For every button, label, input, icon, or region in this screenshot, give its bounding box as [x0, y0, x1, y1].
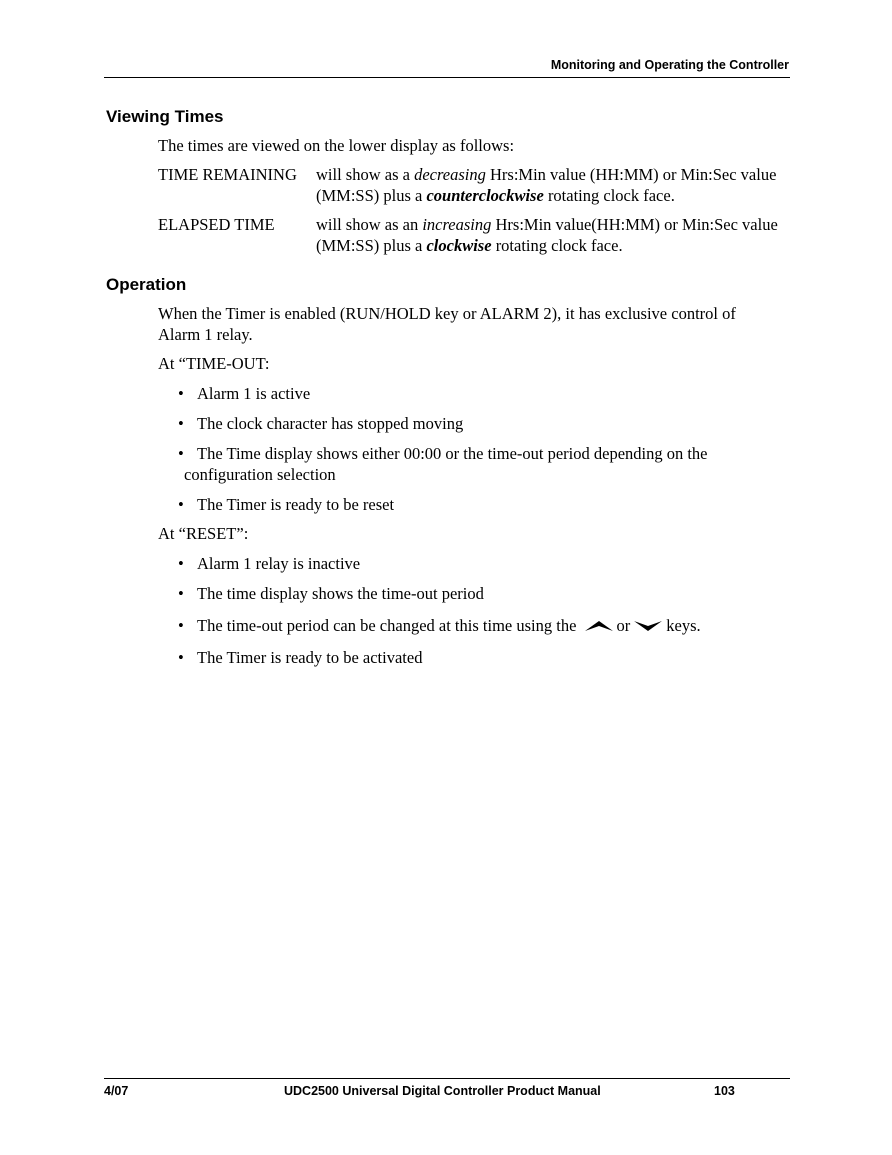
reset-label: At “RESET”:: [158, 524, 249, 543]
list-item: • Alarm 1 is active: [178, 384, 311, 403]
list-item: • The time-out period can be changed at this time using the or keys.: [178, 615, 701, 638]
footer-date: 4/07: [104, 1084, 129, 1098]
running-header: Monitoring and Operating the Controller: [550, 58, 789, 72]
page-number: 103: [714, 1084, 735, 1098]
timeout-label: At “TIME-OUT:: [158, 354, 270, 373]
section-heading-operation: Operation: [106, 275, 187, 294]
list-item: • Alarm 1 relay is inactive: [178, 554, 361, 573]
list-item: • The time display shows the time-out period: [178, 584, 484, 603]
list-item: • The Timer is ready to be activated: [178, 648, 423, 667]
section-heading-viewing-times: Viewing Times: [106, 107, 224, 126]
up-arrow-key-icon: [584, 617, 614, 638]
term-time-remaining: TIME REMAINING: [158, 165, 297, 184]
definition-time-remaining: will show as a decreasing Hrs:Min value (HH:MM) or Min:Sec value (MM:SS) plus a counterclockwise rotating clock face.: [316, 165, 777, 205]
footer-rule: [104, 1078, 790, 1079]
operation-intro: When the Timer is enabled (RUN/HOLD key or ALARM 2), it has exclusive control of Alarm 1 relay.: [158, 304, 736, 344]
down-arrow-key-icon: [633, 617, 663, 638]
list-item: • The Time display shows either 00:00 or the time-out period depending on the configuration selection: [178, 444, 708, 484]
viewing-intro: The times are viewed on the lower display as follows:: [158, 136, 515, 155]
term-elapsed-time: ELAPSED TIME: [158, 215, 275, 234]
list-item: • The clock character has stopped moving: [178, 414, 464, 433]
definition-elapsed-time: will show as an increasing Hrs:Min value(HH:MM) or Min:Sec value (MM:SS) plus a clockwise rotating clock face.: [316, 215, 778, 255]
header-rule: [104, 77, 790, 78]
list-item: • The Timer is ready to be reset: [178, 495, 395, 514]
footer-title: UDC2500 Universal Digital Controller Product Manual: [284, 1084, 601, 1098]
